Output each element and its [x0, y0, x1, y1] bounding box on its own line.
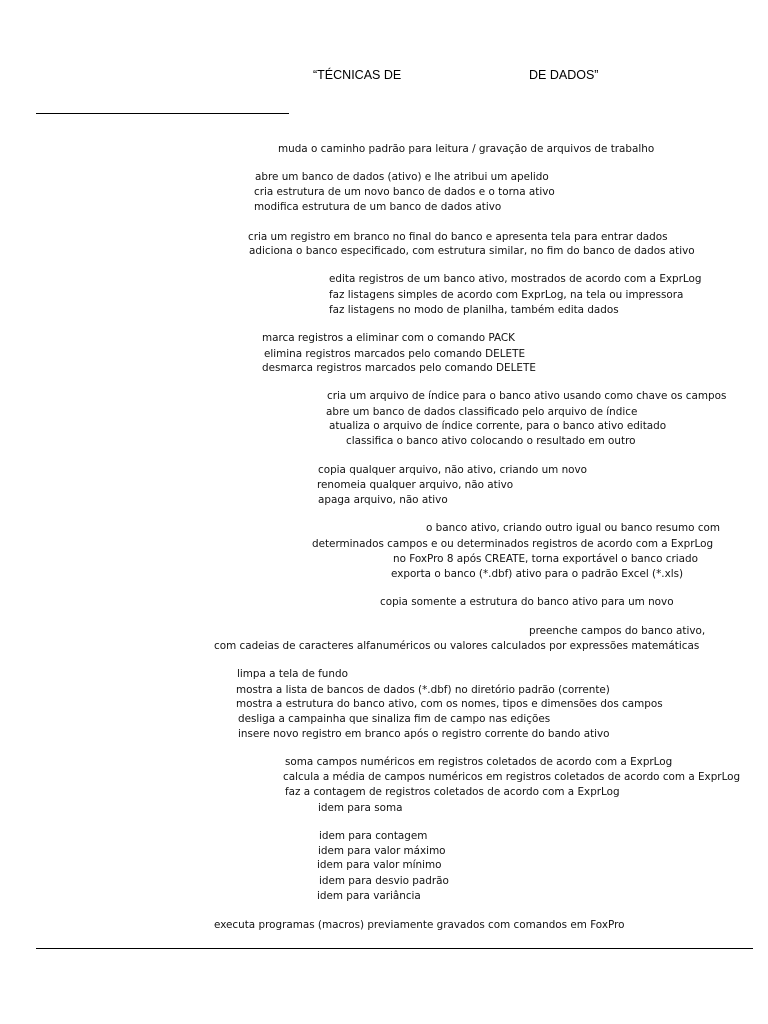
line-erase: apaga arquivo, não ativo [318, 494, 448, 506]
line-insert: insere novo registro em branco após o registro corrente do bando ativo [238, 728, 610, 740]
line-copy-file: copia qualquer arquivo, não ativo, criando um novo [318, 464, 588, 476]
line-sort: classifica o banco ativo colocando o resultado em outro [346, 435, 636, 447]
line-edit: edita registros de um banco ativo, mostrados de acordo com a ExprLog [329, 273, 702, 285]
line-rename: renomeia qualquer arquivo, não ativo [317, 479, 514, 491]
line-list: faz listagens simples de acordo com ExprLog, na tela ou impressora [329, 289, 684, 301]
line-idem-maximo: idem para valor máximo [318, 845, 446, 857]
line-set-bell: desliga a campainha que sinaliza fim de campo nas edições [238, 713, 551, 725]
line-average: calcula a média de campos numéricos em registros coletados de acordo com a ExprLog [283, 771, 741, 783]
line-set-default: muda o caminho padrão para leitura / gravação de arquivos de trabalho [278, 143, 655, 155]
title-right: DE DADOS” [529, 68, 599, 82]
line-replace: preenche campos do banco ativo, [529, 625, 706, 637]
line-pack: elimina registros marcados pelo comando DELETE [264, 348, 526, 360]
bottom-rule [36, 948, 753, 949]
line-use-index: abre um banco de dados classificado pelo arquivo de índice [326, 406, 638, 418]
line-idem-contagem: idem para contagem [319, 830, 428, 842]
line-use: abre um banco de dados (ativo) e lhe atribui um apelido [255, 171, 549, 183]
line-create: cria estrutura de um novo banco de dados e o torna ativo [254, 186, 555, 198]
line-dir: mostra a lista de bancos de dados (*.dbf) no diretório padrão (corrente) [236, 684, 610, 696]
title-left: “TÉCNICAS DE [313, 68, 402, 82]
line-copy-to: o banco ativo, criando outro igual ou banco resumo com [426, 522, 721, 534]
line-sum: soma campos numéricos em registros coletados de acordo com a ExprLog [285, 756, 673, 768]
line-delete: marca registros a eliminar com o comando PACK [262, 332, 515, 344]
line-idem-variancia: idem para variância [317, 890, 421, 902]
line-append-from: adiciona o banco especificado, com estrutura similar, no fim do banco de dados ativo [249, 245, 695, 257]
line-idem-soma: idem para soma [318, 802, 403, 814]
line-replace-continued: com cadeias de caracteres alfanuméricos ou valores calculados por expressões matemáticas [214, 640, 700, 652]
line-count: faz a contagem de registros coletados de acordo com a ExprLog [285, 786, 620, 798]
line-display-structure: mostra a estrutura do banco ativo, com os nomes, tipos e dimensões dos campos [236, 698, 663, 710]
line-clear: limpa a tela de fundo [237, 668, 348, 680]
line-copy-to-continued: determinados campos e ou determinados registros de acordo com a ExprLog [312, 538, 714, 550]
line-export-xls: exporta o banco (*.dbf) ativo para o padrão Excel (*.xls) [391, 568, 684, 580]
line-reindex: atualiza o arquivo de índice corrente, para o banco ativo editado [329, 420, 667, 432]
line-browse: faz listagens no modo de planilha, também edita dados [329, 304, 619, 316]
line-modify-structure: modifica estrutura de um banco de dados ativo [254, 201, 502, 213]
line-copy-structure: copia somente a estrutura do banco ativo para um novo [380, 596, 674, 608]
top-rule [36, 113, 289, 114]
line-do-macros: executa programas (macros) previamente gravados com comandos em FoxPro [214, 919, 625, 931]
line-idem-minimo: idem para valor mínimo [317, 859, 442, 871]
line-append: cria um registro em branco no final do banco e apresenta tela para entrar dados [248, 231, 668, 243]
line-export-foxpro8: no FoxPro 8 após CREATE, torna exportável o banco criado [393, 553, 698, 565]
line-index-on: cria um arquivo de índice para o banco ativo usando como chave os campos [327, 390, 727, 402]
line-idem-desvio: idem para desvio padrão [319, 875, 449, 887]
line-recall: desmarca registros marcados pelo comando DELETE [262, 362, 536, 374]
